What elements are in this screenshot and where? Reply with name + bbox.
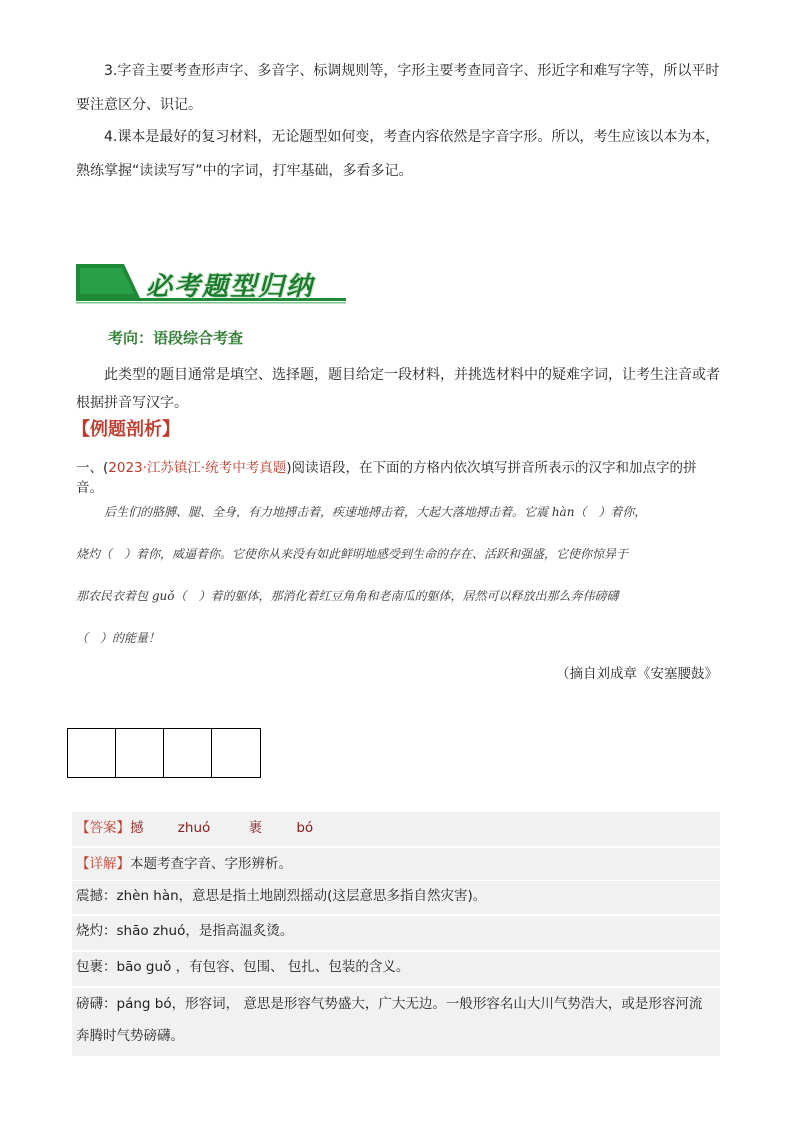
answer-row	[72, 812, 720, 846]
detail-line-4	[72, 988, 720, 1056]
tip-3-line-1: 3.字音主要考查形声字、多音字、标调规则等，字形主要考查同音字、形近字和难写字等，所以平时	[104, 63, 720, 79]
answer-4: bó	[296, 820, 314, 836]
answer-label: 【答案】	[76, 820, 130, 836]
tip-4-line-2: 熟练掌握“读读写写”中的字词，打牢基础，多看多记。	[76, 163, 413, 179]
answer-1: 撼	[130, 820, 144, 836]
answer-grid	[67, 728, 261, 778]
banner-title: 必考题型归纳	[146, 272, 315, 302]
example-title: 【例题剖析】	[72, 419, 180, 440]
detail-line-1: 震撼：zhèn hàn，意思是指土地剧烈摇动(这层意思多指自然灾害)。	[72, 880, 720, 914]
detail-line-4b: 奔腾时气势磅礴。	[76, 1028, 184, 1044]
question-line-2: 音。	[76, 480, 103, 496]
passage-line-2: 烧灼（ ）着你，威逼着你。它使你从来没有如此鲜明地感受到生命的存在、活跃和强盛，它使你惊异于	[76, 547, 629, 561]
passage-line-3: 那农民衣着包 guǒ（ ）着的躯体，那消化着红豆角角和老南瓜的躯体，居然可以释放出那么奔伟磅礴	[76, 589, 619, 603]
detail-label: 【详解】	[76, 856, 130, 872]
detail-text: 本题考查字音、字形辨析。	[130, 856, 292, 872]
citation: （摘自刘成章《安塞腰鼓》	[556, 666, 718, 682]
detail-line-3: 包裹：bāo guǒ ，有包容、包围、 包扎、包装的含义。	[72, 952, 720, 986]
section-desc-line-2: 根据拼音写汉字。	[76, 395, 188, 411]
question-prefix: 一、(	[76, 460, 109, 476]
detail-line-2: 烧灼：shāo zhuó，是指高温炙烫。	[72, 916, 720, 950]
answer-box-2[interactable]	[116, 729, 164, 777]
passage-line-1: 后生们的胳膊、腿、全身，有力地搏击着，疾速地搏击着，大起大落地搏击着。它震 hàn（ ）着你，	[104, 505, 647, 519]
detail-line-4a: 磅礴：páng bó，形容词， 意思是形容气势盛大，广大无边。一般形容名山大川气势浩大，或是形容河流	[76, 996, 703, 1012]
answer-box-3[interactable]	[164, 729, 212, 777]
tip-3-line-2: 要注意区分、识记。	[76, 97, 202, 113]
section-heading: 考向：语段综合考查	[108, 329, 244, 347]
tip-4-line-1: 4.课本是最好的复习材料，无论题型如何变，考查内容依然是字音字形。所以，考生应该以本为本，	[104, 129, 720, 145]
section-banner	[76, 262, 346, 306]
section-desc-line-1: 此类型的题目通常是填空、选择题，题目给定一段材料，并挑选材料中的疑难字词，让考生注音或者	[104, 367, 720, 383]
answer-3: 裹	[248, 820, 263, 836]
answer-box-1[interactable]	[68, 729, 116, 777]
answer-2: zhuó	[177, 820, 211, 836]
question-rest: )阅读语段，在下面的方格内依次填写拼音所表示的汉字和加点字的拼	[286, 460, 697, 476]
detail-row	[72, 848, 720, 880]
answer-box-4[interactable]	[212, 729, 260, 777]
question-source: 2023·江苏镇江·统考中考真题	[108, 460, 287, 476]
question-line-1	[76, 458, 736, 478]
passage-line-4: （ ）的能量！	[76, 631, 161, 645]
